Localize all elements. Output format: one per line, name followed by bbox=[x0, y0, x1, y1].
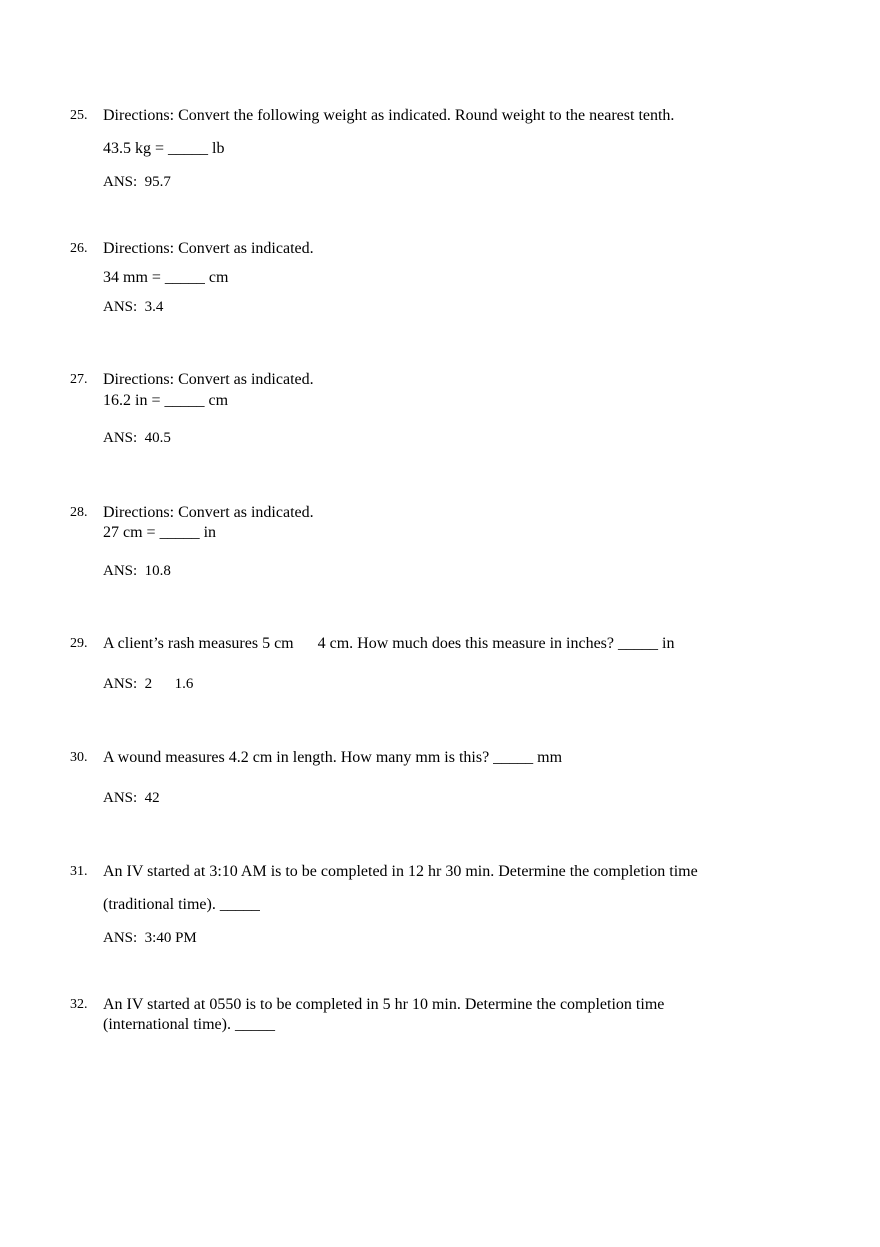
answer-text: ANS: 42 bbox=[103, 790, 160, 806]
question-prompt: 43.5 kg = _____ lb bbox=[103, 140, 225, 157]
question-prompt: 16.2 in = _____ cm bbox=[103, 392, 229, 409]
answer-text: ANS: 3:40 PM bbox=[103, 930, 197, 946]
question-prompt-continued: (traditional time). _____ bbox=[103, 896, 260, 913]
question-prompt: 27 cm = _____ in bbox=[103, 524, 217, 541]
question-prompt-continued: (international time). _____ bbox=[103, 1016, 275, 1033]
answer-text: ANS: 10.8 bbox=[103, 563, 171, 579]
answer-text: ANS: 2 1.6 bbox=[103, 676, 194, 692]
answer-text: ANS: 95.7 bbox=[103, 174, 171, 190]
question-number: 26. bbox=[70, 241, 88, 256]
question-prompt: A wound measures 4.2 cm in length. How many mm is this? _____ mm bbox=[103, 749, 563, 766]
question-directions: Directions: Convert as indicated. bbox=[103, 504, 314, 521]
answer-text: ANS: 3.4 bbox=[103, 299, 164, 315]
question-prompt: 34 mm = _____ cm bbox=[103, 269, 229, 286]
question-prompt: A client’s rash measures 5 cm 4 cm. How much does this measure in inches? _____ in bbox=[103, 635, 675, 652]
question-directions: Directions: Convert the following weight as indicated. Round weight to the nearest tenth. bbox=[103, 107, 675, 124]
question-prompt: An IV started at 3:10 AM is to be completed in 12 hr 30 min. Determine the completion time bbox=[103, 863, 698, 880]
question-number: 32. bbox=[70, 997, 88, 1012]
question-directions: Directions: Convert as indicated. bbox=[103, 371, 314, 388]
answer-text: ANS: 40.5 bbox=[103, 430, 171, 446]
question-number: 30. bbox=[70, 750, 88, 765]
question-number: 28. bbox=[70, 505, 88, 520]
question-number: 27. bbox=[70, 372, 88, 387]
question-number: 31. bbox=[70, 864, 88, 879]
question-directions: Directions: Convert as indicated. bbox=[103, 240, 314, 257]
question-prompt: An IV started at 0550 is to be completed in 5 hr 10 min. Determine the completion time bbox=[103, 996, 665, 1013]
question-number: 25. bbox=[70, 108, 88, 123]
question-number: 29. bbox=[70, 636, 88, 651]
